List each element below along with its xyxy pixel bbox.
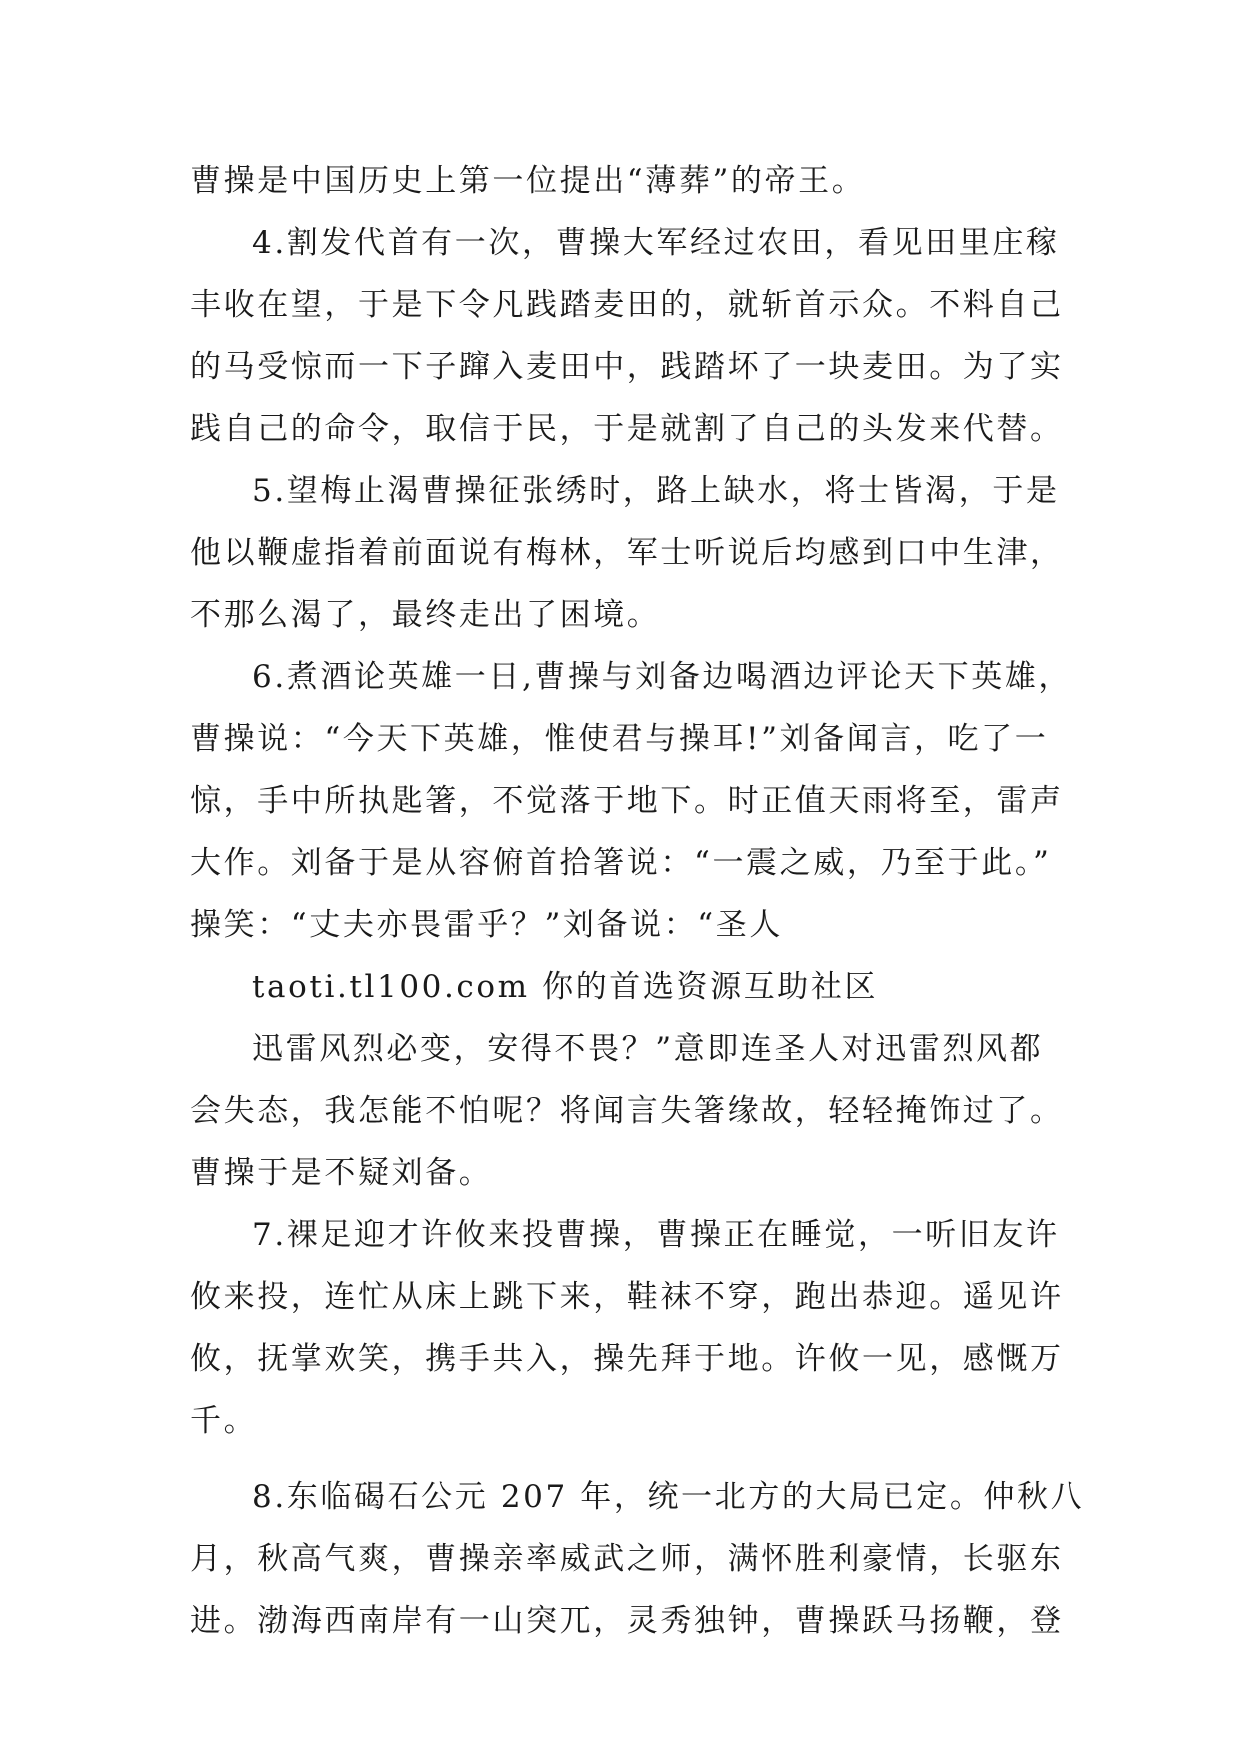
- paragraph-7-line: 7.裸足迎才许攸来投曹操，曹操正在睡觉，一听旧友许: [252, 1217, 1060, 1253]
- text-line: 他以鞭虚指着前面说有梅林，军士听说后均感到口中生津，: [190, 535, 1064, 571]
- text-line: 会失态，我怎能不怕呢？将闻言失箸缘故，轻轻掩饰过了。: [190, 1093, 1064, 1129]
- text-line: 惊，手中所执匙箸，不觉落于地下。时正值天雨将至，雷声: [190, 783, 1064, 819]
- paragraph-6-line: 6.煮酒论英雄一日,曹操与刘备边喝酒边评论天下英雄，: [252, 659, 1073, 695]
- paragraph-4-line: 4.割发代首有一次，曹操大军经过农田，看见田里庄稼: [252, 225, 1060, 261]
- text-line: 大作。刘备于是从容俯首拾箸说：“一震之威，乃至于此。”: [190, 845, 1052, 881]
- text-line: 攸来投，连忙从床上跳下来，鞋袜不穿，跑出恭迎。遥见许: [190, 1279, 1064, 1315]
- text-line: 曹操于是不疑刘备。: [190, 1155, 493, 1191]
- text-line: 进。渤海西南岸有一山突兀，灵秀独钟，曹操跃马扬鞭，登: [190, 1603, 1064, 1639]
- text-line: 的马受惊而一下子蹿入麦田中，践踏坏了一块麦田。为了实: [190, 349, 1064, 385]
- document-body: [190, 150, 1085, 1652]
- text-line: 践自己的命令，取信于民，于是就割了自己的头发来代替。: [190, 411, 1064, 447]
- paragraph-5-line: 5.望梅止渴曹操征张绣时，路上缺水，将士皆渴，于是: [252, 473, 1060, 509]
- source-watermark-line: taoti.tl100.com 你的首选资源互助社区: [252, 969, 879, 1005]
- text-line: 月，秋高气爽，曹操亲率威武之师，满怀胜利豪情，长驱东: [190, 1541, 1064, 1577]
- text-line: 曹操说：“今天下英雄，惟使君与操耳!”刘备闻言，吃了一: [190, 721, 1049, 757]
- text-line: 攸，抚掌欢笑，携手共入，操先拜于地。许攸一见，感慨万: [190, 1341, 1064, 1377]
- text-line: 迅雷风烈必变，安得不畏？”意即连圣人对迅雷烈风都: [252, 1031, 1044, 1067]
- text-line: 千。: [190, 1403, 258, 1439]
- paragraph-8-line: 8.东临碣石公元 207 年，统一北方的大局已定。仲秋八: [252, 1479, 1085, 1515]
- text-line: 不那么渴了，最终走出了困境。: [190, 597, 661, 633]
- text-line: 操笑：“丈夫亦畏雷乎？”刘备说：“圣人: [190, 907, 783, 943]
- text-line: 曹操是中国历史上第一位提出“薄葬”的帝王。: [190, 163, 866, 199]
- text-line: 丰收在望，于是下令凡践踏麦田的，就斩首示众。不料自己: [190, 287, 1064, 323]
